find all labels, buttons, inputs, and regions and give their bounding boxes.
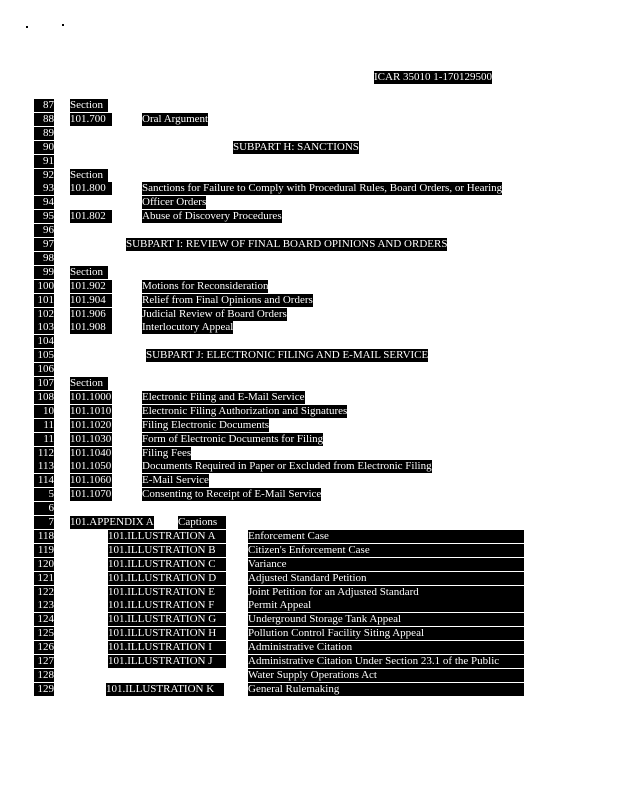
subpart-heading: SUBPART H: SANCTIONS: [233, 140, 359, 153]
section-number: 101.700: [70, 113, 112, 126]
illustration-title: Underground Storage Tank Appeal: [248, 613, 524, 626]
section-title: Consenting to Receipt of E-Mail Service: [142, 488, 322, 501]
section-title: Form of Electronic Documents for Filing: [142, 432, 324, 445]
illustration-label: 101.ILLUSTRATION F: [108, 599, 226, 612]
illustration-title: Enforcement Case: [248, 530, 524, 543]
subpart-heading: SUBPART J: ELECTRONIC FILING AND E-MAIL SERVICE: [146, 349, 429, 362]
line-number: 101: [34, 294, 54, 307]
line-number: 11: [34, 419, 54, 432]
appendix-label: 101.APPENDIX A: [70, 516, 154, 528]
section-number: 101.902: [70, 280, 112, 293]
illustration-title: Variance: [248, 558, 524, 571]
section-title: Electronic Filing and E-Mail Service: [142, 390, 305, 403]
line-number: 120: [34, 558, 54, 571]
illustration-label: 101.ILLUSTRATION K: [106, 683, 224, 696]
line-number: 87: [34, 99, 54, 112]
line-number: 121: [34, 572, 54, 585]
illustration-label: 101.ILLUSTRATION I: [108, 641, 226, 654]
subpart-heading: SUBPART I: REVIEW OF FINAL BOARD OPINIONS AND ORDERS: [126, 238, 448, 250]
section-label: Section: [70, 377, 108, 390]
illustration-title: Administrative Citation: [248, 641, 524, 654]
line-number: 122: [34, 586, 54, 599]
document-code-header: ICAR 35010 1-170129500: [374, 71, 492, 83]
section-number: 101.1020: [70, 418, 112, 431]
section-number: 101.1050: [70, 460, 112, 473]
section-number: 101.800: [70, 182, 112, 195]
illustration-title: Pollution Control Facility Siting Appeal: [248, 627, 524, 640]
line-number: 119: [34, 544, 54, 557]
section-title: Abuse of Discovery Procedures: [142, 210, 282, 223]
scan-speck: [26, 26, 28, 28]
section-title: Relief from Final Opinions and Orders: [142, 293, 313, 306]
line-number: 97: [34, 238, 54, 251]
section-title: Sanctions for Failure to Comply with Procedural Rules, Board Orders, or Hearing: [142, 182, 503, 195]
section-title: Motions for Reconsideration: [142, 279, 269, 292]
line-number: 94: [34, 196, 54, 209]
line-number: 104: [34, 335, 54, 348]
line-number: 103: [34, 321, 54, 334]
line-number: 108: [34, 391, 54, 404]
line-number: 100: [34, 280, 54, 293]
line-number: 128: [34, 669, 54, 682]
section-title: Oral Argument: [142, 112, 209, 125]
section-number: 101.1000: [70, 390, 112, 403]
line-number: 129: [34, 683, 54, 696]
illustration-label: 101.ILLUSTRATION D: [108, 572, 226, 585]
line-number: 123: [34, 599, 54, 612]
line-number: 98: [34, 252, 54, 265]
section-number: 101.1030: [70, 432, 112, 445]
illustration-label: 101.ILLUSTRATION A: [108, 530, 226, 543]
section-number: 101.802: [70, 210, 112, 223]
section-number: 101.1060: [70, 474, 112, 487]
line-number: 114: [34, 474, 54, 487]
illustration-title: Citizen's Enforcement Case: [248, 544, 524, 557]
illustration-label: 101.ILLUSTRATION J: [108, 655, 226, 668]
line-number: 93: [34, 182, 54, 195]
line-number: 113: [34, 460, 54, 473]
section-number: 101.906: [70, 308, 112, 321]
line-number: 91: [34, 155, 54, 168]
illustration-label: 101.ILLUSTRATION B: [108, 544, 226, 557]
section-title: Interlocutory Appeal: [142, 321, 234, 334]
line-number: 107: [34, 377, 54, 390]
illustration-title: Water Supply Operations Act: [248, 669, 524, 682]
line-number: 99: [34, 266, 54, 279]
line-number: 5: [34, 488, 54, 501]
section-number: 101.908: [70, 321, 112, 334]
line-number: 92: [34, 169, 54, 182]
line-number: 126: [34, 641, 54, 654]
line-number: 125: [34, 627, 54, 640]
section-title: Officer Orders: [142, 196, 207, 209]
scan-speck: [62, 24, 64, 26]
illustration-title: Permit Appeal: [248, 599, 524, 612]
section-label: Section: [70, 99, 108, 112]
section-title: Electronic Filing Authorization and Signatures: [142, 404, 348, 417]
line-number: 7: [34, 516, 54, 529]
line-number: 6: [34, 502, 54, 515]
line-number: 106: [34, 363, 54, 376]
section-number: 101.904: [70, 294, 112, 307]
line-number: 10: [34, 405, 54, 418]
section-title: Filing Electronic Documents: [142, 418, 270, 431]
line-number: 105: [34, 349, 54, 362]
line-number: 89: [34, 127, 54, 140]
section-title: E-Mail Service: [142, 474, 209, 487]
line-number: 102: [34, 308, 54, 321]
section-title: Filing Fees: [142, 446, 192, 459]
line-number: 118: [34, 530, 54, 543]
line-number: 112: [34, 447, 54, 460]
appendix-title: Captions: [178, 516, 226, 529]
illustration-title: Joint Petition for an Adjusted Standard: [248, 586, 524, 599]
section-title: Documents Required in Paper or Excluded from Electronic Filing: [142, 460, 432, 473]
illustration-label: 101.ILLUSTRATION C: [108, 558, 226, 571]
illustration-label: 101.ILLUSTRATION E: [108, 586, 226, 599]
illustration-title: Adjusted Standard Petition: [248, 572, 524, 585]
section-title: Judicial Review of Board Orders: [142, 307, 287, 320]
line-number: 124: [34, 613, 54, 626]
illustration-label: 101.ILLUSTRATION H: [108, 627, 226, 640]
line-number: 95: [34, 210, 54, 223]
section-label: Section: [70, 169, 108, 182]
section-number: 101.1010: [70, 404, 112, 417]
line-number: 96: [34, 224, 54, 237]
illustration-label: 101.ILLUSTRATION G: [108, 613, 226, 626]
section-number: 101.1070: [70, 488, 112, 501]
illustration-title: Administrative Citation Under Section 23.1 of the Public: [248, 655, 524, 668]
illustration-title: General Rulemaking: [248, 683, 524, 696]
line-number: 11: [34, 433, 54, 446]
line-number: 88: [34, 113, 54, 126]
section-label: Section: [70, 266, 108, 279]
section-number: 101.1040: [70, 446, 112, 459]
line-number: 127: [34, 655, 54, 668]
line-number: 90: [34, 141, 54, 154]
